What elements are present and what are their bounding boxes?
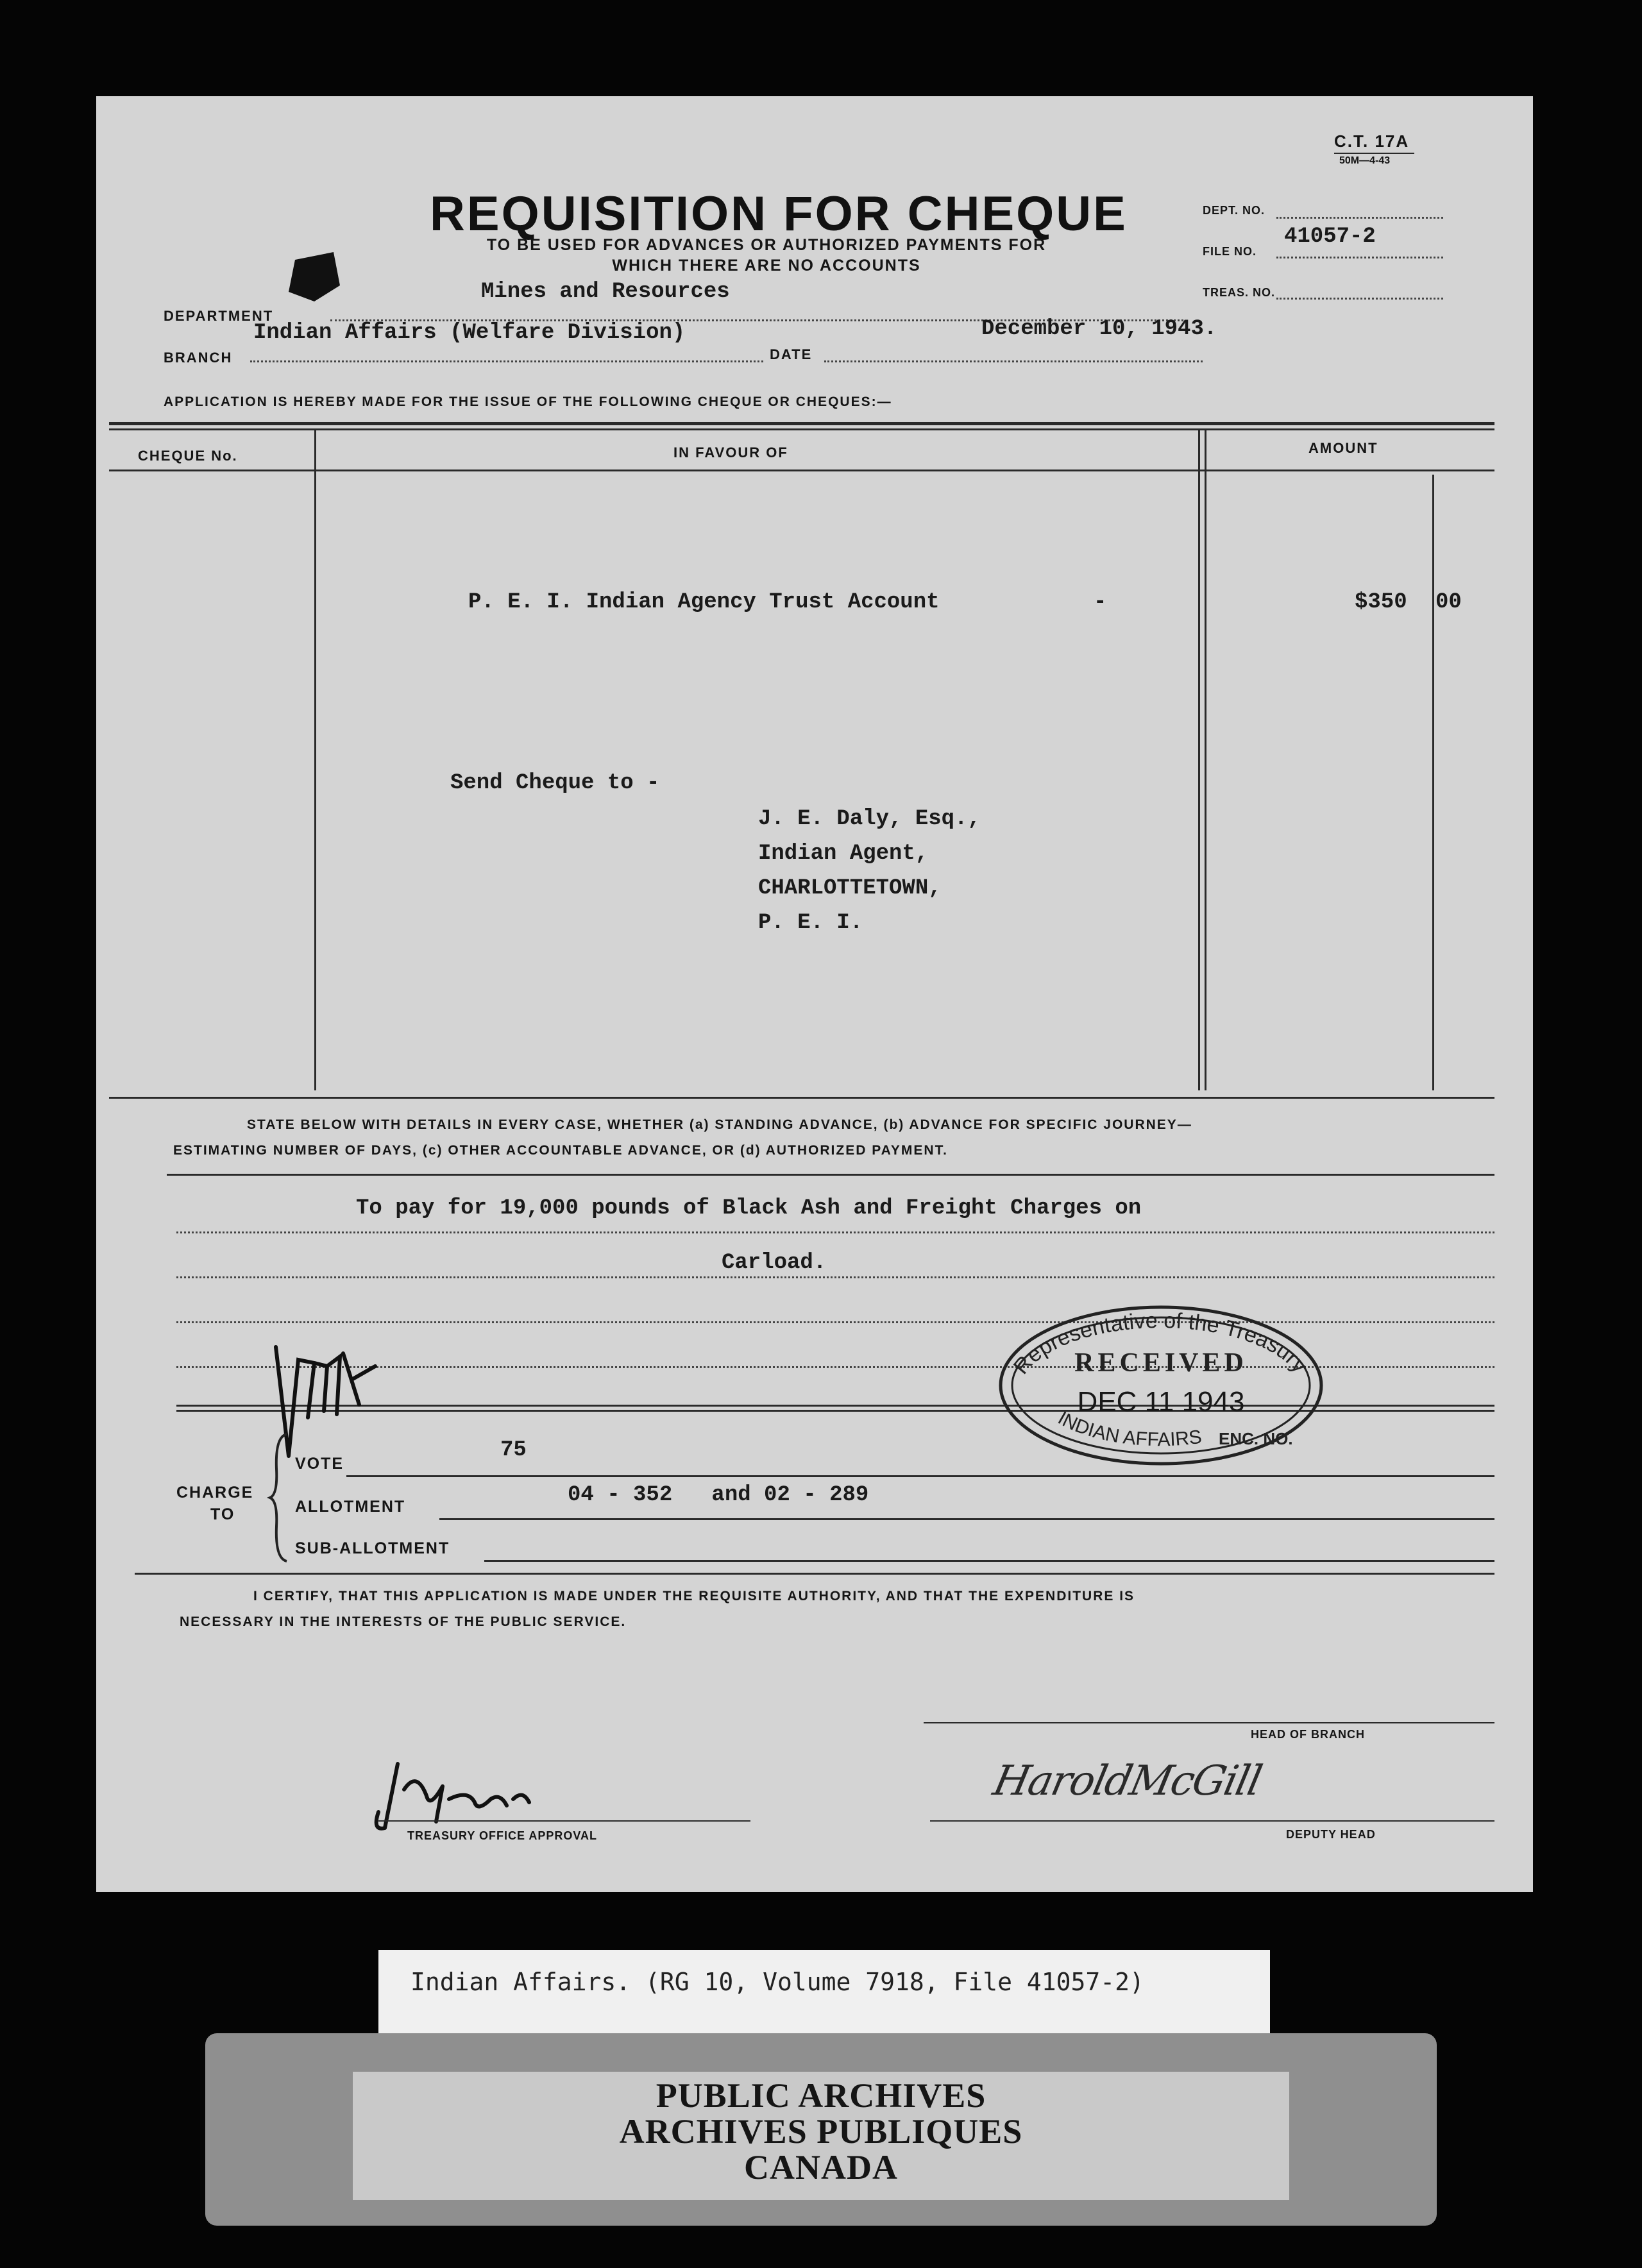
form-subcode: 50M—4-43	[1339, 155, 1391, 166]
requisition-form	[96, 96, 1533, 1892]
treasury-approval-line	[378, 1820, 750, 1822]
table-header-rule	[109, 470, 1494, 471]
branch-value: Indian Affairs (Welfare Division)	[253, 321, 686, 345]
payee-text: P. E. I. Indian Agency Trust Account	[468, 590, 940, 614]
stamp-bottom-text: INDIAN AFFAIRS	[1054, 1407, 1203, 1451]
vote-line	[346, 1475, 1494, 1477]
head-of-branch-label: HEAD OF BRANCH	[1251, 1728, 1365, 1741]
file-no-label: FILE NO.	[1203, 245, 1257, 258]
address-line-1: J. E. Daly, Esq.,	[758, 807, 981, 831]
date-value: December 10, 1943.	[981, 317, 1217, 341]
deputy-head-line	[930, 1820, 1494, 1822]
allotment-line	[439, 1518, 1494, 1520]
amount-dollars: $350	[1355, 590, 1407, 614]
stamp-arc-text: Representative of the Treasury	[1008, 1308, 1312, 1379]
deputy-head-label: DEPUTY HEAD	[1286, 1828, 1376, 1841]
col-divider-1	[314, 430, 316, 1090]
sub-allotment-label: SUB-ALLOTMENT	[295, 1539, 450, 1557]
address-line-3: CHARLOTTETOWN,	[758, 876, 942, 901]
form-code-rule	[1334, 153, 1414, 154]
stamp-received: RECEIVED	[1074, 1348, 1248, 1378]
payee-dash: -	[1094, 590, 1107, 614]
col-divider-2	[1198, 430, 1200, 1090]
archive-line-3: CANADA	[744, 2148, 898, 2187]
form-code: C.T. 17A	[1334, 131, 1410, 151]
treas-no-label: TREAS. NO.	[1203, 286, 1276, 299]
branch-line	[250, 360, 763, 362]
certify-line1: I CERTIFY, THAT THIS APPLICATION IS MADE UNDER THE REQUISITE AUTHORITY, AND THAT THE EXPENDITURE IS	[253, 1589, 1135, 1604]
archive-holder	[205, 2033, 1437, 2226]
allotment-value: 04 - 352 and 02 - 289	[568, 1483, 869, 1507]
head-of-branch-line	[924, 1722, 1494, 1723]
form-subtitle-line1: TO BE USED FOR ADVANCES OR AUTHORIZED PAYMENTS FOR	[486, 236, 1047, 254]
table-bottom-rule	[109, 1097, 1494, 1099]
archive-label-plate	[353, 2072, 1289, 2200]
amount-cents: 00	[1435, 590, 1462, 614]
details-top-rule	[167, 1174, 1494, 1176]
vote-value: 75	[500, 1438, 527, 1462]
address-line-4: P. E. I.	[758, 911, 863, 935]
received-stamp	[994, 1302, 1328, 1469]
send-cheque-to: Send Cheque to -	[450, 771, 660, 795]
treas-no-line	[1276, 298, 1443, 300]
charge-label-1: CHARGE	[176, 1484, 254, 1502]
application-text: APPLICATION IS HEREBY MADE FOR THE ISSUE OF THE FOLLOWING CHEQUE OR CHEQUES:—	[164, 394, 892, 409]
date-label: DATE	[770, 346, 813, 362]
department-value: Mines and Resources	[481, 280, 730, 304]
dept-no-line	[1276, 217, 1443, 219]
stamp-enc-no: ENC. NO.	[1219, 1429, 1293, 1448]
archive-line-1: PUBLIC ARCHIVES	[656, 2076, 986, 2115]
form-subtitle-line2: WHICH THERE ARE NO ACCOUNTS	[612, 257, 921, 275]
date-line	[824, 360, 1203, 362]
dept-no-label: DEPT. NO.	[1203, 204, 1265, 217]
table-top-rule-2	[109, 428, 1494, 430]
purpose-dotline-1	[176, 1231, 1494, 1233]
col-divider-3	[1205, 430, 1206, 1090]
allotment-label: ALLOTMENT	[295, 1498, 406, 1516]
purpose-line1: To pay for 19,000 pounds of Black Ash and Freight Charges on	[356, 1196, 1142, 1221]
form-title: REQUISITION FOR CHEQUE	[430, 187, 1128, 241]
branch-label: BRANCH	[164, 350, 233, 366]
archive-reference: Indian Affairs. (RG 10, Volume 7918, File 41057-2)	[410, 1968, 1144, 1996]
address-line-2: Indian Agent,	[758, 842, 929, 866]
col-amount: AMOUNT	[1308, 440, 1378, 456]
treasury-approval-label: TREASURY OFFICE APPROVAL	[407, 1829, 598, 1842]
archive-line-2: ARCHIVES PUBLIQUES	[619, 2112, 1023, 2151]
file-no-line	[1276, 257, 1443, 258]
vote-label: VOTE	[295, 1455, 344, 1473]
col-cheque-no: CHEQUE No.	[138, 448, 238, 464]
certify-line2: NECESSARY IN THE INTERESTS OF THE PUBLIC SERVICE.	[180, 1614, 627, 1629]
treasury-signature	[366, 1751, 558, 1841]
charge-bottom-rule	[135, 1573, 1494, 1575]
archive-reference-tab	[378, 1950, 1270, 2040]
cents-divider	[1432, 475, 1434, 1090]
deputy-signature: HaroldMcGill	[989, 1757, 1265, 1805]
purpose-line2: Carload.	[722, 1251, 827, 1275]
col-in-favour-of: IN FAVOUR OF	[673, 444, 788, 461]
purpose-dotline-2	[176, 1276, 1494, 1278]
ink-blot-mark	[276, 241, 346, 311]
table-top-rule	[109, 422, 1494, 425]
charge-label-2: TO	[210, 1505, 235, 1523]
department-label: DEPARTMENT	[164, 308, 274, 324]
instruction-line2: ESTIMATING NUMBER OF DAYS, (c) OTHER ACCOUNTABLE ADVANCE, OR (d) AUTHORIZED PAYMENT.	[173, 1143, 948, 1158]
file-no-value: 41057-2	[1284, 224, 1376, 249]
instruction-line1: STATE BELOW WITH DETAILS IN EVERY CASE, WHETHER (a) STANDING ADVANCE, (b) ADVANCE FOR SPECIFIC JOURNEY—	[247, 1117, 1192, 1132]
sub-allotment-line	[484, 1560, 1494, 1562]
charge-brace	[266, 1430, 292, 1565]
stamp-date: DEC 11 1943	[1077, 1386, 1245, 1418]
